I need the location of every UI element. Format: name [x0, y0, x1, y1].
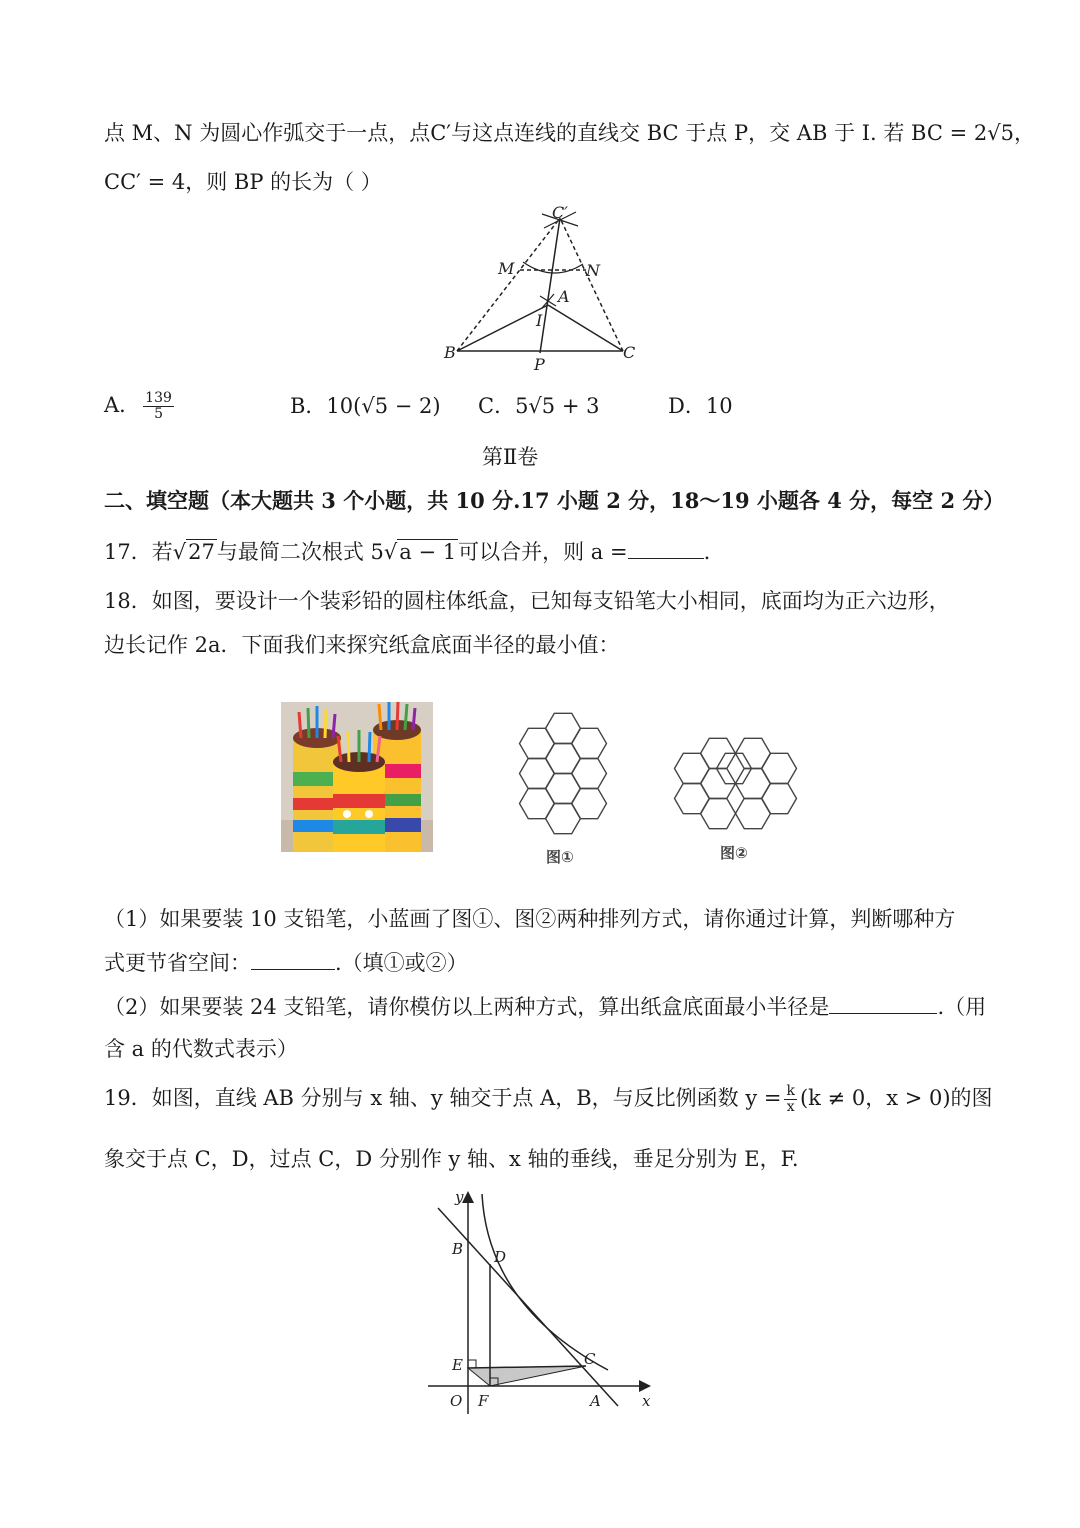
- q19-figure: [420, 1186, 660, 1418]
- q16-option-d: D．10: [668, 394, 733, 418]
- q16-label-n: N: [586, 261, 600, 280]
- q19-label-o: O: [450, 1392, 463, 1410]
- q16-label-c: C: [623, 343, 636, 362]
- q18-part2-line1: [104, 991, 986, 1022]
- q17-radical-2: √a − 1: [383, 540, 457, 564]
- q19-label-c: C: [584, 1350, 596, 1368]
- q16-line2: CC′ = 4，则 BP 的长为（ ）: [104, 170, 382, 194]
- q17-mid: 与最简二次根式 5: [216, 540, 384, 564]
- q17-end: .: [703, 540, 711, 564]
- q19-fraction: [784, 1084, 796, 1115]
- q18-part2-post: .（用: [937, 995, 987, 1019]
- q19-frac-num: k: [786, 1083, 795, 1099]
- q17-radicand-1: 27: [188, 540, 215, 564]
- q19-line2: 象交于点 C，D，过点 C，D 分别作 y 轴、x 轴的垂线，垂足分别为 E，F.: [104, 1147, 799, 1171]
- q17-pre: 17．若: [104, 540, 173, 564]
- q16-seg-ba: [457, 305, 548, 351]
- q17-line: [104, 536, 710, 567]
- q16-option-a-fraction: [143, 391, 174, 422]
- q16-label-a: A: [558, 287, 570, 306]
- q16-label-m: M: [498, 259, 515, 278]
- q19-shaded-triangle: [468, 1366, 586, 1386]
- q19-label-f: F: [478, 1392, 489, 1410]
- q19-right-angle-e: [468, 1360, 476, 1368]
- q18-line1: 18．如图，要设计一个装彩铅的圆柱体纸盒，已知每支铅笔大小相同，底面均为正六边形，: [104, 589, 950, 613]
- section-title: 第Ⅱ卷: [482, 445, 539, 469]
- q16-option-c: C．5√5 + 3: [478, 394, 600, 418]
- q19-label-e: E: [452, 1356, 463, 1374]
- q18-part1-line1: （1）如果要装 10 支铅笔，小蓝画了图①、图②两种排列方式，请你通过计算，判断哪种方: [104, 907, 956, 931]
- q18-part1-pre: 式更节省空间：: [104, 951, 251, 975]
- q16-figure: [430, 200, 660, 380]
- q18-line2: 边长记作 2a．下面我们来探究纸盒底面半径的最小值：: [104, 633, 620, 657]
- q17-radical-1: √27: [172, 540, 215, 564]
- q16-option-a-num: 139: [145, 390, 172, 406]
- q18-part2-pre: （2）如果要装 24 支铅笔，请你模仿以上两种方式，算出纸盒底面最小半径是: [104, 995, 830, 1019]
- q16-option-a: [104, 390, 177, 422]
- q19-line1: [104, 1083, 993, 1115]
- q17-radicand-2: a − 1: [399, 540, 457, 564]
- hexagon-figure-2: [668, 728, 808, 868]
- q16-option-b: B．10(√5 − 2): [290, 394, 441, 418]
- q19-frac-den: x: [786, 1099, 795, 1115]
- fig1-caption: 图①: [546, 848, 574, 866]
- q18-part1-line2: [104, 947, 468, 978]
- q16-option-a-label: A．: [104, 393, 141, 417]
- q16-option-a-den: 5: [154, 406, 163, 422]
- section-heading: 二、填空题（本大题共 3 个小题，共 10 分.17 小题 2 分，18～19 小题各 4 分，每空 2 分）: [104, 488, 1005, 513]
- q16-label-i: I: [536, 311, 543, 330]
- q18-part1-post: .（填①或②）: [335, 951, 468, 975]
- q16-seg-cp: [540, 218, 560, 353]
- q19-pre: 19．如图，直线 AB 分别与 x 轴、y 轴交于点 A，B，与反比例函数 y =: [104, 1086, 782, 1110]
- q16-line1: 点 M、N 为圆心作弧交于一点，点C′与这点连线的直线交 BC 于点 P，交 AB 于 I. 若 BC = 2√5，: [104, 121, 1035, 145]
- q18-part2-line2: 含 a 的代数式表示）: [104, 1037, 298, 1061]
- q17-answer-blank[interactable]: [628, 536, 704, 559]
- q19-label-d: D: [494, 1248, 507, 1266]
- q18-part2-answer-blank[interactable]: [829, 991, 937, 1014]
- q16-label-p: P: [534, 355, 545, 374]
- q19-label-y: y: [455, 1188, 464, 1206]
- fig2-caption: 图②: [720, 844, 748, 862]
- q16-seg-ac: [548, 305, 623, 351]
- q19-hyperbola: [482, 1194, 608, 1370]
- hexagon-figure-1: [510, 708, 620, 878]
- pencil-tubes-photo: [281, 702, 433, 852]
- q19-post: (k ≠ 0，x > 0)的图: [799, 1086, 993, 1110]
- q17-post: 可以合并，则 a =: [458, 540, 628, 564]
- q18-part1-answer-blank[interactable]: [251, 947, 335, 970]
- q16-seg-bcp: [457, 218, 560, 351]
- q16-label-cp: C′: [552, 203, 568, 222]
- q19-label-a: A: [590, 1392, 601, 1410]
- q16-label-b: B: [444, 343, 456, 362]
- q19-label-b: B: [452, 1240, 464, 1258]
- q19-label-x: x: [642, 1392, 651, 1410]
